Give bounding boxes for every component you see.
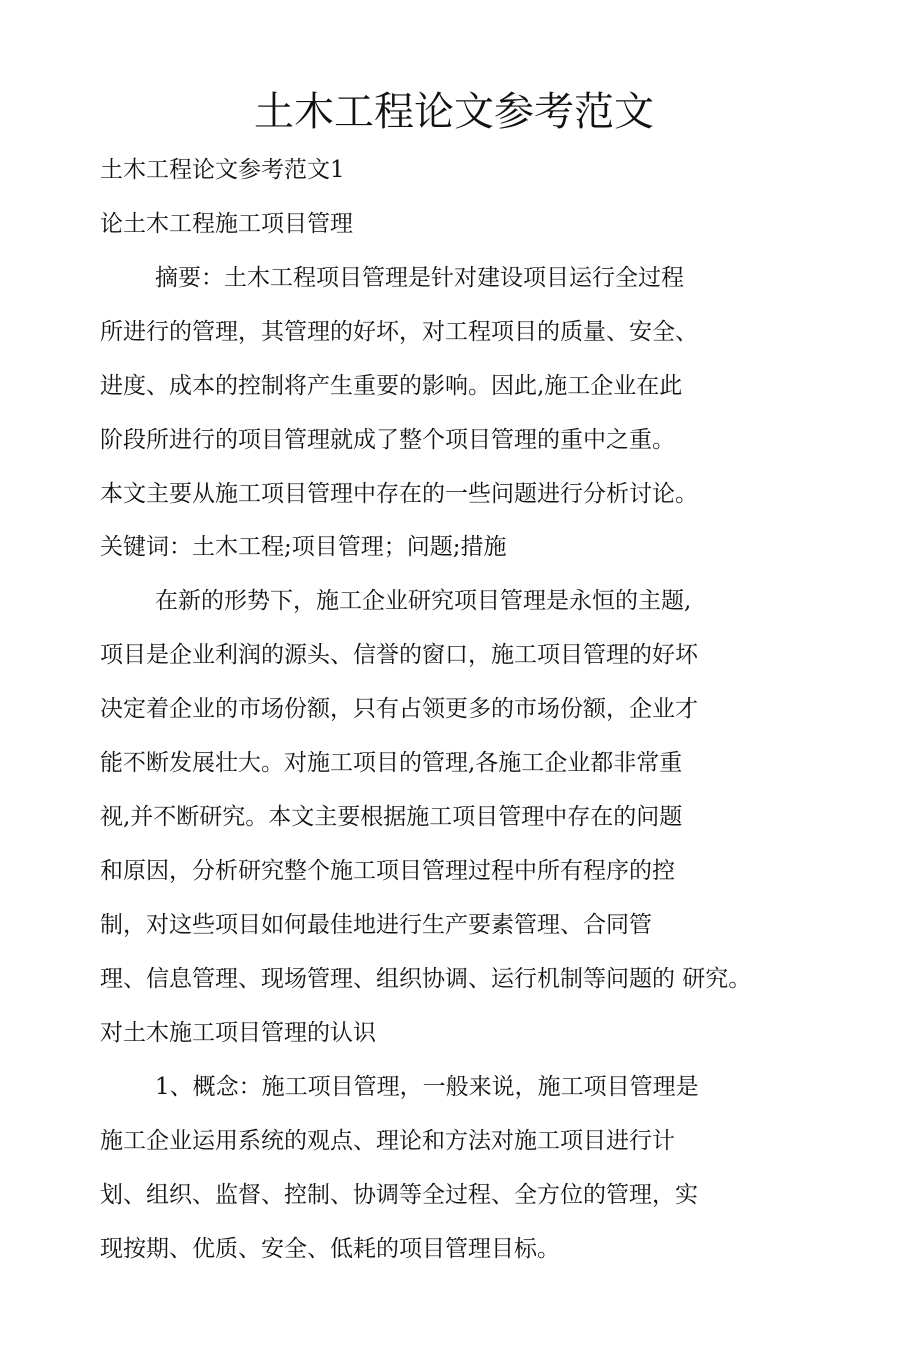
body-paragraph-line: 和原因，分析研究整个施工项目管理过程中所有程序的控 <box>100 858 675 884</box>
abstract-line: 摘要：土木工程项目管理是针对建设项目运行全过程 <box>155 265 684 291</box>
section-heading-1: 土木工程论文参考范文1 <box>100 157 345 183</box>
keywords-line: 关键词：土木工程;项目管理；问题;措施 <box>100 534 507 560</box>
body-paragraph-line: 能不断发展壮大。对施工项目的管理,各施工企业都非常重 <box>100 750 683 776</box>
abstract-line: 所进行的管理，其管理的好坏，对工程项目的质量、安全、 <box>100 319 698 345</box>
body-paragraph-line: 决定着企业的市场份额，只有占领更多的市场份额，企业才 <box>100 696 698 722</box>
concept-paragraph-line: 1、概念：施工项目管理，一般来说，施工项目管理是 <box>155 1074 699 1100</box>
body-paragraph-line: 理、信息管理、现场管理、组织协调、运行机制等问题的 研究。 <box>100 966 752 992</box>
abstract-line: 阶段所进行的项目管理就成了整个项目管理的重中之重。 <box>100 427 675 453</box>
abstract-line: 进度、成本的控制将产生重要的影响。因此,施工企业在此 <box>100 373 683 399</box>
document-title: 土木工程论文参考范文 <box>254 89 654 135</box>
abstract-line: 本文主要从施工项目管理中存在的一些问题进行分析讨论。 <box>100 481 698 507</box>
paper-title: 论土木工程施工项目管理 <box>100 211 353 237</box>
section-heading-2: 对土木施工项目管理的认识 <box>100 1020 376 1046</box>
body-paragraph-line: 视,并不断研究。本文主要根据施工项目管理中存在的问题 <box>100 804 683 830</box>
body-paragraph-line: 项目是企业利润的源头、信誉的窗口，施工项目管理的好坏 <box>100 642 698 668</box>
body-paragraph-line: 在新的形势下，施工企业研究项目管理是永恒的主题, <box>155 588 692 614</box>
body-paragraph-line: 制，对这些项目如何最佳地进行生产要素管理、合同管 <box>100 912 652 938</box>
concept-paragraph-line: 施工企业运用系统的观点、理论和方法对施工项目进行计 <box>100 1128 675 1154</box>
concept-paragraph-line: 现按期、优质、安全、低耗的项目管理目标。 <box>100 1236 560 1262</box>
concept-paragraph-line: 划、组织、监督、控制、协调等全过程、全方位的管理，实 <box>100 1182 698 1208</box>
